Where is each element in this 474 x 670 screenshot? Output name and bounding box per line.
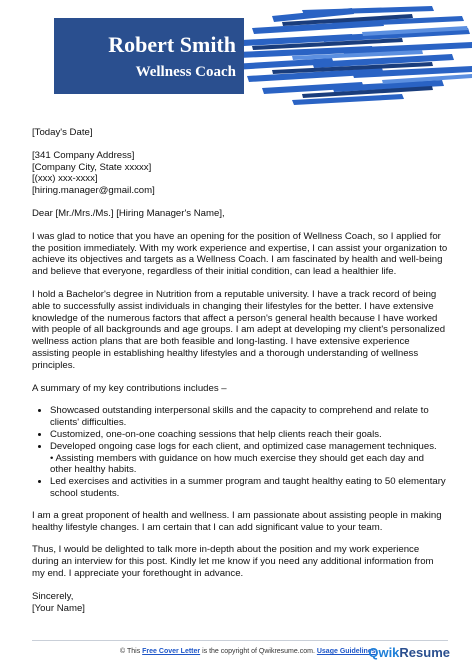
signature: [Your Name] bbox=[32, 602, 85, 614]
closing: Sincerely, bbox=[32, 590, 74, 602]
list-item: • Developed ongoing case logs for each client, and optimized case management techniques. bbox=[50, 441, 448, 453]
contributions-list bbox=[32, 405, 448, 499]
paragraph-intro: I was glad to notice that you have an opening for the position of Wellness Coach, so I applied for the position immediately. With my work experience and expertise, I can assist your organization to achieve its objectives and targets as a Wellness Coach. I am fascinated by health and well-being and believe that everyone, regardless of their initial condition, can lead a healthier life. bbox=[32, 230, 448, 278]
footer-prefix: © This bbox=[120, 648, 141, 655]
decorative-stripes bbox=[232, 6, 474, 110]
logo-qwik: Qwik bbox=[368, 645, 400, 660]
list-item: • Showcased outstanding interpersonal skills and the capacity to comprehend and relate to clients' difficulties. bbox=[50, 405, 448, 429]
usage-guidelines-link[interactable]: Usage Guidelines bbox=[316, 648, 376, 655]
footer-divider bbox=[32, 640, 448, 641]
paragraph-background: I hold a Bachelor's degree in Nutrition from a reputable university. I have a track record of being able to successfully assist individuals in changing their lifestyles for the better. I have extensive knowledge of the numerous factors that affect a person's general health because I have worked with people of all backgrounds and age groups. I am adept at developing my client's personalized wellness action plans that are both feasible and long-lasting. I have extensive experience assisting people in establishing healthy lifestyles and a thorough understanding of wellness principles. bbox=[32, 288, 446, 371]
letterhead bbox=[0, 0, 474, 110]
letter-body bbox=[32, 127, 448, 614]
applicant-name: Robert Smith bbox=[108, 32, 236, 57]
paragraph-passion: I am a great proponent of health and wellness. I am passionate about assisting people in making healthy lifestyle changes. I am certain that I can add significant value to your team. bbox=[32, 509, 442, 533]
list-item: • Customized, one-on-one coaching sessions that help clients reach their goals. bbox=[50, 429, 448, 441]
address-line: [(xxx) xxx-xxxx] bbox=[32, 173, 98, 185]
list-item: • Led exercises and activities in a summer program and taught healthy eating to 50 elementary school students. bbox=[50, 476, 448, 500]
address-line: [hiring.manager@gmail.com] bbox=[32, 185, 155, 197]
footer-copyright bbox=[120, 648, 376, 655]
address-line: [Company City, State xxxxx] bbox=[32, 161, 152, 173]
qwikresume-logo[interactable] bbox=[368, 645, 450, 660]
letter-date: [Today's Date] bbox=[32, 127, 93, 138]
name-banner bbox=[54, 18, 244, 94]
salutation: Dear [Mr./Mrs./Ms.] [Hiring Manager's Name], bbox=[32, 207, 225, 219]
logo-resume: Resume bbox=[399, 645, 450, 660]
address-line: [341 Company Address] bbox=[32, 149, 135, 161]
recipient-address bbox=[32, 150, 448, 197]
paragraph-closing: Thus, I would be delighted to talk more in-depth about the position and my work experience during an interview for this post. Kindly let me know if you need any additional information from my end. I appreciate your forethought in advance. bbox=[32, 544, 434, 579]
job-title: Wellness Coach bbox=[135, 64, 236, 80]
list-item: • Assisting members with guidance on how much exercise they should get each day and other healthy habits. bbox=[50, 452, 424, 476]
footer-middle: is the copyright of Qwikresume.com. bbox=[202, 648, 315, 655]
free-cover-letter-link[interactable]: Free Cover Letter bbox=[142, 648, 201, 655]
contributions-intro: A summary of my key contributions includes – bbox=[32, 382, 227, 394]
